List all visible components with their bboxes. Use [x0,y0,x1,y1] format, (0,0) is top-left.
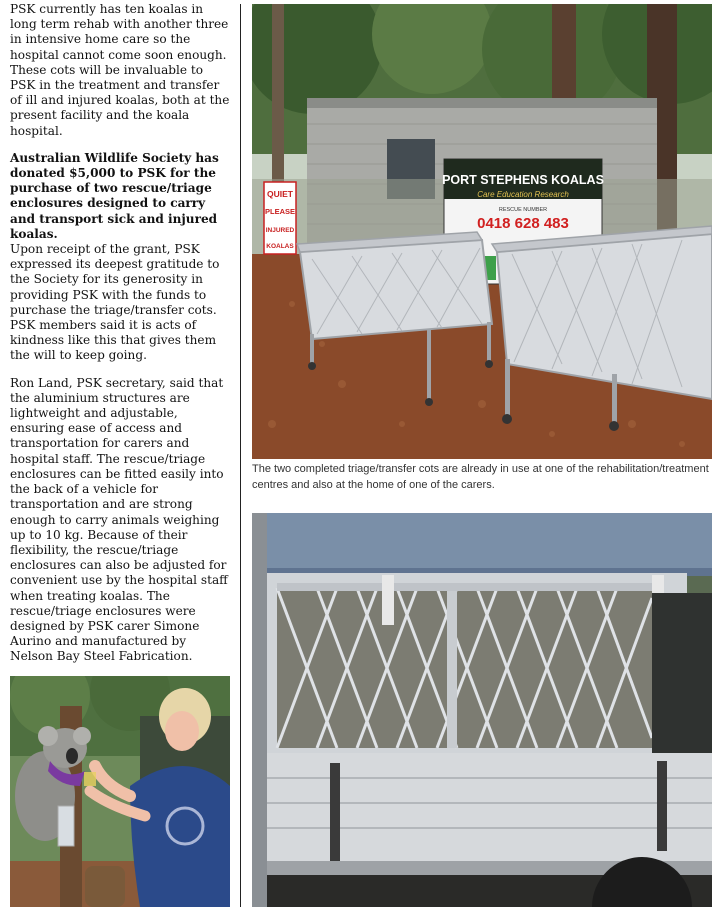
article-paragraph-2-body: Upon receipt of the grant, PSK expressed its deepest gratitude to the Society for its generosity in providing PSK with the funds to purchase the triage/transfer cots. PSK members said it is acts of kindness like this that gives them the will to keep going. [10,242,220,363]
quiet-sign-line-4: KOALAS [266,243,294,250]
photo-vehicle-enclosure [252,513,712,907]
sign-phone: 0418 628 483 [477,215,569,232]
koala-carer-illustration [10,676,230,907]
article-paragraph-3: Ron Land, PSK secretary, said that the aluminium structures are lightweight and adjustable, ensuring ease of access and transportation for carers and hospital staff. The rescue/triage enclosures can be fitted easily into the back of a vehicle for transportation and are strong enough to carry animals weighing up to 10 kg. Because of their flexibility, the rescue/triage enclosures can also be adjusted for convenient use by the hospital staff when treating koalas. The rescue/triage enclosures were designed by PSK carer Simone Aurino and manufactured by Nelson Bay Steel Fabrication. [10,375,228,664]
quiet-sign-line-3: INJURED [265,227,295,234]
vehicle-enclosure-illustration [252,513,712,907]
sign-title: PORT STEPHENS KOALAS [442,173,604,187]
column-divider [240,4,241,907]
photo-koala-carer [10,676,230,907]
triage-cots-illustration [252,4,712,459]
photo-triage-cots [252,4,712,459]
quiet-sign-line-1: QUIET [267,189,293,199]
article-paragraph-1: PSK currently has ten koalas in long term rehab with another three in intensive home care so the hospital cannot come soon enough. These cots will be invaluable to PSK in the treatment and transfer of ill and injured koalas, both at the present facility and the koala hospital. [10,2,230,138]
sign-small-label: RESCUE NUMBER [498,207,548,213]
sign-subtitle: Care Education Research [477,190,569,199]
quiet-sign-line-2: PLEASE [264,207,296,216]
photo-caption: The two completed triage/transfer cots are already in use at one of the rehabilitation/treatment centres and also at the home of one of the carers. [252,463,709,491]
article-paragraph-2-lead: Australian Wildlife Society has donated $5,000 to PSK for the purchase of two rescue/triage enclosures designed to carry and transport sick and injured koalas. [10,150,219,241]
article-column [10,2,232,737]
